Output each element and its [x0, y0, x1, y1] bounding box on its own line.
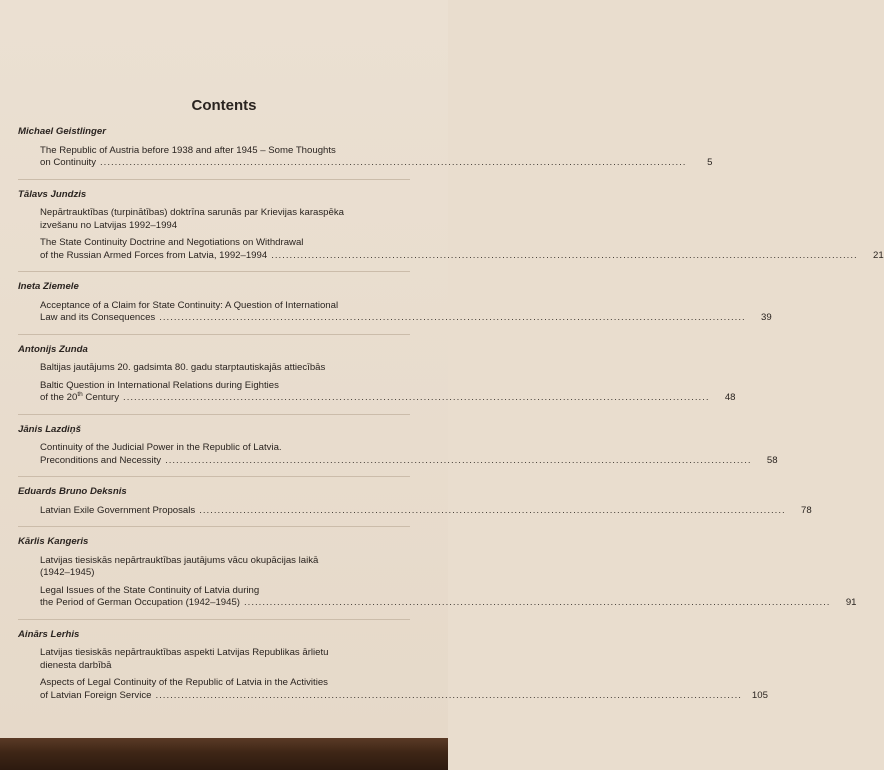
- entry-line: [40, 689, 768, 703]
- leader-dots: ................................................................................................................................................................: [165, 454, 752, 466]
- entry-line: [40, 157, 713, 170]
- toc-entry[interactable]: [18, 144, 713, 170]
- author-name: Tālavs Jundzis: [18, 188, 87, 200]
- entry-title-text: izvešanu no Latvijas 1992–1994: [40, 219, 178, 231]
- entry-line: [40, 454, 778, 468]
- toc-entry[interactable]: [18, 677, 768, 702]
- toc-section: [18, 281, 772, 325]
- page-number: 58: [766, 454, 778, 466]
- toc-section: [18, 628, 768, 703]
- entry-title-text: Preconditions and Necessity: [40, 454, 162, 466]
- page-number: 78: [801, 504, 812, 516]
- section-divider: [18, 619, 410, 620]
- page-number: 39: [761, 312, 772, 323]
- toc-entry[interactable]: [18, 647, 410, 672]
- wooden-table-edge: [0, 738, 448, 770]
- entry-title-text: of the Russian Armed Forces from Latvia, 1992–1994: [40, 249, 268, 261]
- author-name: Eduards Bruno Deksnis: [18, 486, 127, 497]
- entry-line: [40, 390, 736, 405]
- section-divider: [18, 476, 410, 477]
- entry-line: [40, 380, 410, 393]
- entry-line: [40, 647, 410, 660]
- section-divider: [18, 334, 410, 335]
- entry-title-text: Baltijas jautājums 20. gadsimta 80. gadu starptautiskajās attiecībās: [40, 362, 326, 373]
- entry-title-text: Law and its Consequences: [40, 312, 156, 323]
- entry-line: [40, 442, 410, 455]
- toc-entry[interactable]: [18, 237, 884, 262]
- page-number: 48: [724, 392, 736, 403]
- entry-line: [40, 660, 410, 673]
- entry-line: [40, 362, 410, 375]
- section-divider: [18, 526, 410, 527]
- author-name: Jānis Lazdiņš: [18, 423, 81, 435]
- toc-section: [18, 486, 812, 517]
- toc-section: [18, 126, 713, 170]
- page-number: 21: [873, 249, 884, 261]
- section-divider: [18, 414, 410, 415]
- entry-title-text: of Latvian Foreign Service: [40, 689, 152, 701]
- author-name: Ainārs Lerhis: [18, 628, 80, 640]
- toc-entry[interactable]: [18, 555, 410, 580]
- entry-line: [40, 504, 812, 518]
- entry-title-text: Continuity of the Judicial Power in the Republic of Latvia.: [40, 442, 282, 453]
- leader-dots: ................................................................................................................................................................: [199, 504, 786, 516]
- entry-title-text: Baltic Question in International Relations during Eighties: [40, 379, 279, 391]
- toc-entry[interactable]: [18, 362, 410, 375]
- entry-title-text: The Republic of Austria before 1938 and after 1945 – Some Thoughts: [40, 144, 336, 156]
- entry-line: [40, 237, 410, 250]
- toc-section: [18, 423, 778, 468]
- toc-section: [18, 536, 857, 610]
- page-number: 105: [751, 689, 768, 701]
- entry-title-text: Aspects of Legal Continuity of the Republic of Latvia in the Activities: [40, 677, 328, 688]
- leader-dots: ................................................................................................................................................................: [155, 689, 742, 701]
- leader-dots: ................................................................................................................................................................: [123, 392, 710, 403]
- page-title: Contents: [191, 97, 257, 114]
- toc-entry[interactable]: [18, 504, 812, 518]
- entry-line: [40, 555, 410, 568]
- entry-title-text: Legal Issues of the State Continuity of Latvia during: [40, 584, 260, 596]
- table-of-contents: [18, 126, 884, 707]
- entry-title-text: dienesta darbībā: [40, 659, 112, 671]
- entry-title-text: The State Continuity Doctrine and Negotiations on Withdrawal: [40, 237, 304, 248]
- entry-line: [40, 300, 410, 313]
- entry-title-text: (1942–1945): [40, 567, 95, 578]
- section-divider: [18, 271, 410, 272]
- entry-title-text: Acceptance of a Claim for State Continuity: A Question of International: [40, 299, 339, 311]
- entry-line: [40, 597, 857, 610]
- page-number: 91: [845, 597, 857, 608]
- entry-title-text: the Period of German Occupation (1942–1945): [40, 597, 240, 608]
- entry-line: [40, 312, 772, 325]
- toc-entry[interactable]: [18, 442, 778, 467]
- entry-title-text: Latvian Exile Government Proposals: [40, 504, 196, 516]
- toc-section: [18, 188, 884, 263]
- toc-entry[interactable]: [18, 299, 772, 325]
- toc-entry[interactable]: [18, 584, 857, 610]
- toc-entry[interactable]: [18, 379, 736, 405]
- author-name: Ineta Ziemele: [18, 281, 79, 292]
- entry-title-text: of the 20th Century: [40, 390, 120, 403]
- author-name: Michael Geistlinger: [18, 126, 106, 137]
- entry-line: [40, 145, 410, 158]
- entry-line: [40, 677, 410, 690]
- entry-title-text: Latvijas tiesiskās nepārtrauktības jautājums vācu okupācijas laikā: [40, 554, 319, 566]
- author-name: Antonijs Zunda: [18, 343, 88, 355]
- leader-dots: ................................................................................................................................................................: [100, 157, 687, 168]
- entry-title-text: on Continuity: [40, 157, 96, 168]
- entry-line: [40, 567, 410, 580]
- entry-line: [40, 585, 410, 598]
- toc-entry[interactable]: [18, 207, 410, 232]
- leader-dots: ................................................................................................................................................................: [244, 597, 831, 608]
- section-divider: [18, 179, 410, 180]
- toc-section: [18, 343, 736, 405]
- entry-title-text: Nepārtrauktības (turpinātības) doktrīna sarunās par Krievijas karaspēka: [40, 207, 344, 218]
- entry-line: [40, 249, 884, 263]
- leader-dots: ................................................................................................................................................................: [159, 312, 746, 323]
- author-name: Kārlis Kangeris: [18, 536, 89, 547]
- entry-title-text: Latvijas tiesiskās nepārtrauktības aspekti Latvijas Republikas ārlietu: [40, 647, 329, 658]
- entry-line: [40, 220, 410, 233]
- page-number: 5: [707, 157, 713, 168]
- leader-dots: ................................................................................................................................................................: [271, 249, 858, 261]
- entry-line: [40, 207, 410, 220]
